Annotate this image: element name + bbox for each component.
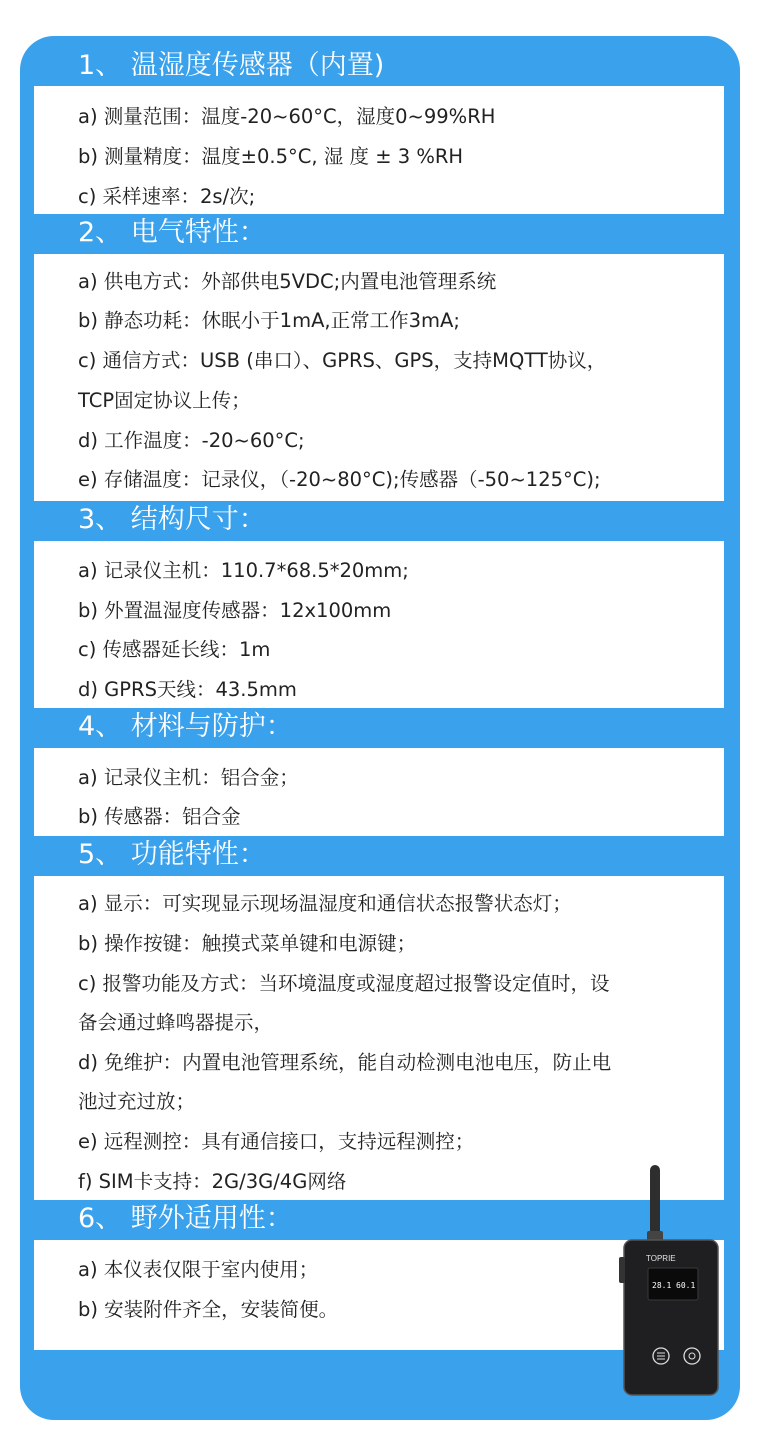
section-4-title: 4、 材料与防护： <box>78 711 293 742</box>
device-body <box>624 1240 718 1395</box>
section-2-panel <box>34 254 724 501</box>
list-item: c) 采样速率：2s/次; <box>78 185 256 208</box>
list-item: a) 记录仪主机：110.7*68.5*20mm; <box>78 559 409 582</box>
section-1-title: 1、 温湿度传感器（内置) <box>78 50 385 81</box>
side-port <box>619 1257 625 1283</box>
list-item: e) 远程测控：具有通信接口，支持远程测控； <box>78 1130 475 1153</box>
list-item: d) GPRS天线：43.5mm <box>78 678 297 701</box>
list-item: b) 传感器：铝合金 <box>78 805 241 828</box>
list-item: c) 报警功能及方式：当环境温度或湿度超过报警设定值时，设 <box>78 972 610 995</box>
list-item: a) 显示：可实现显示现场温湿度和通信状态报警状态灯； <box>78 892 572 915</box>
antenna <box>650 1165 660 1237</box>
data-logger-device-image <box>616 1165 726 1400</box>
section-2-title: 2、 电气特性： <box>78 217 266 248</box>
list-item: a) 记录仪主机：铝合金； <box>78 766 299 789</box>
list-item: a) 供电方式：外部供电5VDC;内置电池管理系统 <box>78 270 497 293</box>
list-item: d) 工作温度：-20~60°C; <box>78 429 305 452</box>
section-3-panel <box>34 541 724 708</box>
section-5-title: 5、 功能特性： <box>78 839 266 870</box>
device-brand: TOPRIE <box>646 1254 676 1263</box>
list-item: 池过充过放； <box>78 1090 196 1113</box>
list-item: b) 静态功耗：休眠小于1mA,正常工作3mA; <box>78 309 460 332</box>
list-item: b) 测量精度：温度±0.5°C, 湿 度 ± 3 %RH <box>78 145 464 168</box>
list-item: 备会通过蜂鸣器提示， <box>78 1011 274 1034</box>
screen-humidity: 60.1 <box>676 1281 696 1290</box>
list-item: TCP固定协议上传； <box>78 389 251 412</box>
section-1-panel <box>34 86 724 214</box>
list-item: d) 免维护：内置电池管理系统，能自动检测电池电压，防止电 <box>78 1051 612 1074</box>
list-item: c) 通信方式：USB (串口）、GPRS、GPS，支持MQTT协议， <box>78 349 607 372</box>
section-3-title: 3、 结构尺寸： <box>78 504 266 535</box>
list-item: a) 测量范围：温度-20~60°C，湿度0~99%RH <box>78 105 496 128</box>
screen-temperature: 28.1 <box>652 1281 672 1290</box>
list-item: b) 操作按键：触摸式菜单键和电源键； <box>78 932 417 955</box>
section-5-panel <box>34 876 724 1200</box>
list-item: b) 安装附件齐全，安装简便。 <box>78 1298 339 1321</box>
list-item: c) 传感器延长线：1m <box>78 638 271 661</box>
list-item: b) 外置温湿度传感器：12x100mm <box>78 599 392 622</box>
section-6-title: 6、 野外适用性： <box>78 1203 293 1234</box>
list-item: e) 存储温度：记录仪，（-20~80°C);传感器（-50~125°C); <box>78 468 601 491</box>
section-4-panel <box>34 748 724 836</box>
list-item: a) 本仪表仅限于室内使用； <box>78 1258 319 1281</box>
list-item: f) SIM卡支持：2G/3G/4G网络 <box>78 1170 347 1193</box>
